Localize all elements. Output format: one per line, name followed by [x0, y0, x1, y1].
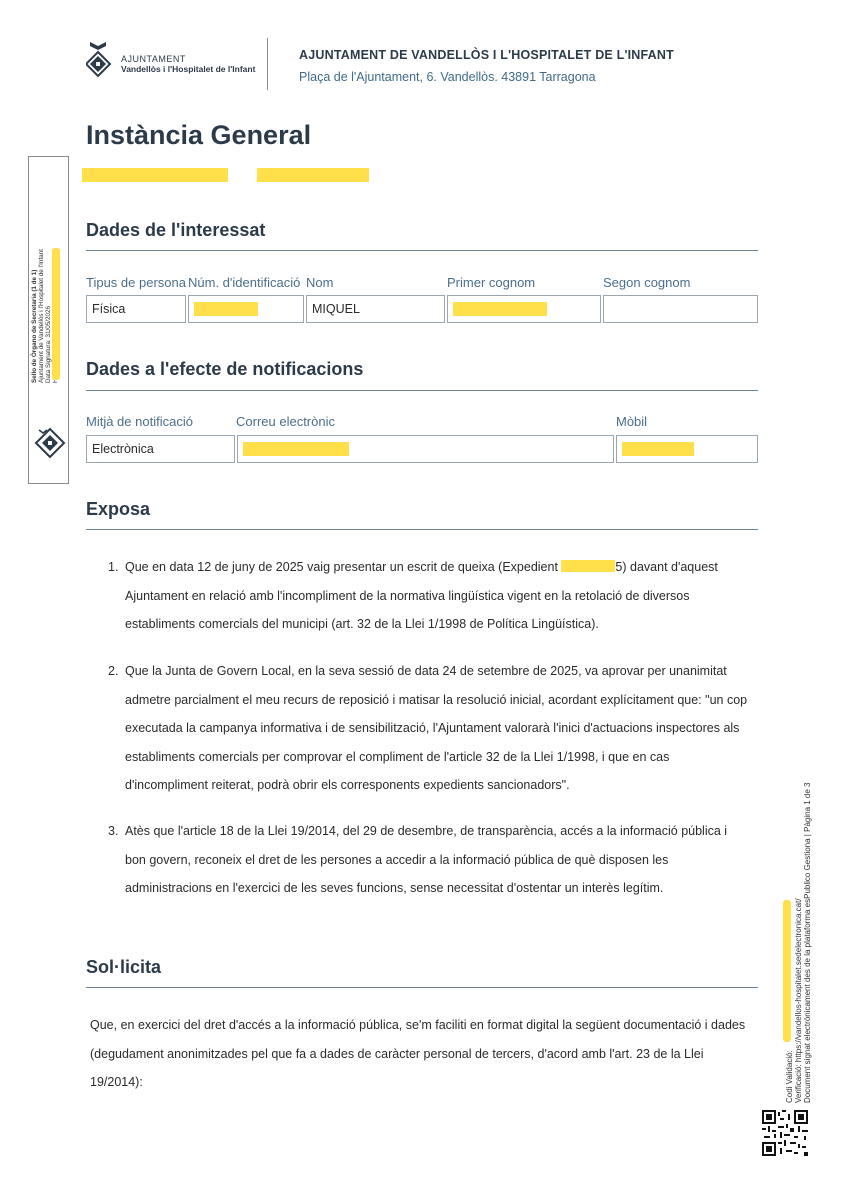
stamp-line2: Ajuntament de Vandellòs i l'Hospitalet de l'Infant [38, 249, 45, 383]
item-number: 2. [108, 664, 119, 678]
logo-line2: Vandellòs i l'Hospitalet de l'Infant [121, 64, 256, 74]
exposa-item [108, 553, 748, 639]
item-text-part2: 5) davant d'aquest Ajuntament en relació amb l'incompliment de la normativa lingüística vigent en la retolació de diversos establiments comercials del municipi (art. 32 de la Llei 1/1998 de Política Lingüística). [125, 560, 718, 631]
field-nom: MIQUEL [306, 295, 445, 323]
field-primer-cognom [447, 295, 601, 323]
exposa-item [108, 817, 748, 903]
label-mitja-notificacio: Mitjà de notificació [86, 414, 193, 429]
field-mobil [616, 435, 758, 463]
field-segon-cognom [603, 295, 758, 323]
org-name: AJUNTAMENT DE VANDELLÒS I L'HOSPITALET DE L'INFANT [299, 48, 674, 62]
section-divider [86, 250, 758, 251]
page-title: Instància General [86, 120, 312, 150]
section-title-notificacions: Dades a l'efecte de notificacions [86, 359, 364, 379]
org-address: Plaça de l'Ajuntament, 6. Vandellòs. 43891 Tarragona [299, 70, 596, 84]
validation-code-label: Codi Validació: [785, 1050, 794, 1103]
stamp-line1: Sello de Órgano de Secretaría (1 de 1) [31, 269, 38, 383]
label-nom: Nom [306, 275, 334, 290]
signature-note: Document signat electrònicament des de la plataforma esPublico Gestiona | Pàgina 1 de 3 [803, 782, 812, 1103]
field-mitja-notificacio: Electrònica [86, 435, 235, 463]
field-correu-electronic [237, 435, 614, 463]
label-num-identificacio: Núm. d'identificació [188, 275, 301, 290]
verification-url: Verificació: https://vandellos-hospitalet.sedelectronica.cat/ [794, 898, 803, 1103]
redaction-block [257, 168, 369, 182]
section-divider [86, 529, 758, 530]
logo-line1: AJUNTAMENT [121, 54, 186, 64]
redaction-block [622, 442, 694, 456]
label-segon-cognom: Segon cognom [603, 275, 691, 290]
sollicita-text: Que, en exercici del dret d'accés a la informació pública, se'm faciliti en format digital la següent documentació i dades (degudament anonimitzades pel que fa a dades de caràcter personal de tercers, d'acord amb l'art. 23 de la Llei 19/2014): [90, 1018, 746, 1089]
section-divider [86, 390, 758, 391]
redaction-block [194, 302, 258, 316]
item-text: Atès que l'article 18 de la Llei 19/2014, del 29 de desembre, de transparència, accés a la informació pública i bon govern, reconeix el dret de les persones a accedir a la informació pública de què disposen les administracions en l'exercici de les seves funcions, sense necessitat d'ostentar un interès legítim. [125, 824, 728, 895]
item-number: 1. [108, 560, 119, 574]
logo-text [121, 54, 255, 74]
field-tipus-persona: Física [86, 295, 186, 323]
redaction-block [453, 302, 547, 316]
label-primer-cognom: Primer cognom [447, 275, 536, 290]
item-number: 3. [108, 824, 119, 838]
stamp-line3: Data Signatura: 31/05/2026 [45, 305, 52, 383]
qr-code-icon [762, 1110, 808, 1156]
section-title-exposa: Exposa [86, 499, 151, 519]
exposa-item [108, 657, 748, 800]
item-text [125, 553, 748, 639]
header-divider [267, 38, 268, 90]
label-correu-electronic: Correu electrònic [236, 414, 335, 429]
section-title-sollicita: Sol·licita [86, 957, 162, 977]
label-mobil: Mòbil [616, 414, 648, 429]
section-divider [86, 987, 758, 988]
redaction-block [243, 442, 349, 456]
redaction-block [82, 168, 228, 182]
verification-text [785, 743, 812, 1103]
label-tipus-persona: Tipus de persona [86, 275, 186, 290]
field-num-identificacio [188, 295, 304, 323]
stamp-hash-redaction [52, 248, 60, 380]
section-title-interessat: Dades de l'interessat [86, 220, 266, 240]
item-text-part1: Que en data 12 de juny de 2025 vaig presentar un escrit de queixa (Expedient [125, 560, 562, 574]
stamp-logo-icon [33, 426, 67, 460]
redaction-block [561, 560, 615, 572]
item-text: Que la Junta de Govern Local, en la seva sessió de data 24 de setembre de 2025, va aprovar per unanimitat admetre parcialment el meu recurs de reposició i matisar la resolució inicial, acordant explícitament que: "un cop executada la campanya informativa i de sensibilització, l'Ajuntament valorarà l'inici d'actuacions inspectores als establiments comercials per comprovar el compliment de l'article 32 de la Llei 1/1998, i que en cas d'incompliment reiterat, podrà obrir els corresponents expedients sancionadors". [125, 664, 748, 792]
